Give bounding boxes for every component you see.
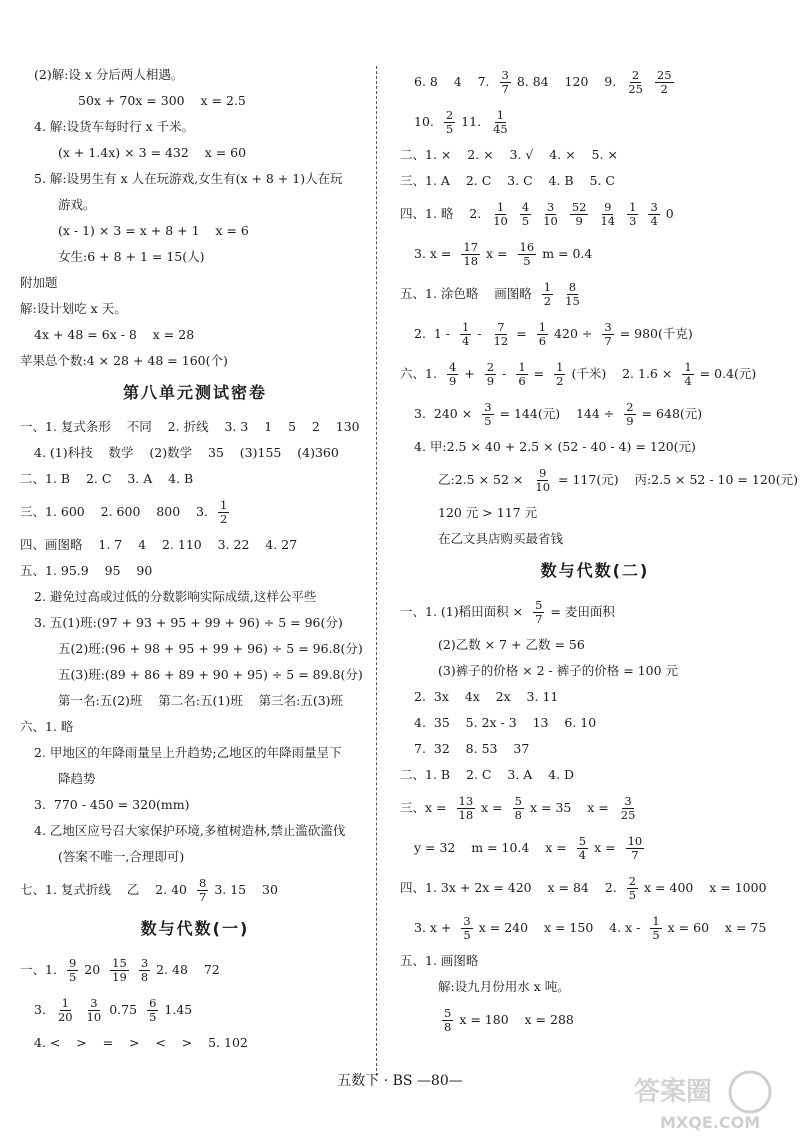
section-title: 第八单元测试密卷 (122, 383, 267, 402)
answer-text: = 648(元) (641, 406, 703, 422)
right-column (400, 62, 798, 1040)
answer-text: 4. < > = > < > 5. 102 (34, 1035, 248, 1051)
answer-text: 1.45 (164, 1002, 193, 1018)
fraction-denominator: 5 (628, 887, 637, 902)
fraction-denominator: 7 (631, 847, 639, 862)
answer-text: 4. 35 5. 2x - 3 13 6. 10 (414, 715, 597, 731)
answer-line (20, 766, 370, 792)
fraction (110, 957, 129, 982)
answer-text: 0.75 (109, 1002, 138, 1018)
answer-text: x = (594, 840, 616, 856)
answer-text: = 980(千克) (619, 326, 693, 342)
fraction-numerator: 1 (629, 200, 637, 215)
fraction-denominator: 10 (86, 1009, 102, 1024)
answer-line (400, 168, 790, 194)
fraction-numerator: 2 (486, 360, 495, 375)
fraction-denominator: 7 (199, 889, 207, 904)
answer-line (400, 658, 790, 684)
answer-text: 10. (414, 114, 434, 130)
watermark-url: MXQE.COM (660, 1113, 761, 1132)
answer-line (400, 274, 790, 314)
answer-text: 解:设九月份用水 x 吨。 (438, 979, 570, 995)
answer-line (20, 662, 370, 688)
watermark-logo (630, 1068, 780, 1134)
fraction-numerator: 4 (521, 200, 530, 215)
answer-text: 4. (1)科技 数学 (2)数学 35 (3)155 (4)360 (34, 445, 339, 461)
fraction-denominator: 4 (650, 213, 658, 228)
fraction-denominator: 5 (652, 927, 660, 942)
answer-line (20, 296, 370, 322)
answer-text: 7. 32 8. 53 37 (414, 741, 530, 757)
answer-text: 降趋势 (58, 771, 96, 787)
answer-line (400, 460, 798, 500)
fraction (537, 321, 548, 346)
answer-text: - (502, 366, 507, 382)
fraction-numerator: 16 (519, 240, 535, 255)
answer-line (400, 142, 790, 168)
page-footer: 五数下 · BS —80— (337, 1073, 463, 1089)
answer-line (400, 394, 790, 434)
fraction-numerator: 8 (568, 280, 577, 295)
answer-text: 五、1. 涂色略 画图略 (400, 286, 532, 302)
answer-line (20, 88, 370, 114)
answer-text: 在乙文具店购买最省钱 (438, 531, 564, 547)
fraction-numerator: 3 (604, 320, 612, 335)
answer-line (20, 466, 370, 492)
fraction-numerator: 5 (535, 598, 543, 613)
answer-text: 四、1. 3x + 2x = 420 x = 84 2. (400, 880, 617, 896)
answer-text: (2)乙数 × 7 + 乙数 = 56 (438, 637, 585, 653)
answer-text: m = 0.4 (542, 246, 593, 262)
fraction-numerator: 2 (628, 874, 637, 889)
answer-text: 2. 3x 4x 2x 3. 11 (414, 689, 559, 705)
answer-text: 二、1. B 2. C 3. A 4. D (400, 767, 575, 783)
fraction-denominator: 7 (501, 81, 509, 96)
fraction (533, 467, 552, 492)
answer-text: 五、1. 95.9 95 90 (20, 563, 153, 579)
answer-text: 2. 甲地区的年降雨量呈上升趋势;乙地区的年降雨量呈下 (34, 745, 342, 761)
answer-text: x = 180 x = 288 (459, 1012, 574, 1028)
answer-text: x = 400 x = 1000 (644, 880, 767, 896)
fraction-numerator: 25 (656, 68, 672, 83)
fraction-denominator: 5 (463, 927, 471, 942)
answer-line (20, 322, 370, 348)
answer-line (20, 62, 370, 88)
fraction (513, 795, 524, 820)
fraction (541, 201, 560, 226)
fraction-numerator: 15 (112, 956, 127, 971)
fraction-numerator: 3 (484, 400, 492, 415)
answer-text: (千米) 2. 1.6 × (571, 366, 673, 382)
answer-text: 4. 甲:2.5 × 40 + 2.5 × (52 - 40 - 4) = 120(元) (414, 439, 696, 455)
fraction (577, 835, 588, 860)
answer-line (400, 314, 790, 354)
answer-text: 乙:2.5 × 52 × (438, 472, 524, 488)
fraction-numerator: 1 (496, 200, 505, 215)
fraction (491, 201, 510, 226)
answer-text: 3. 15 30 (214, 882, 278, 898)
fraction-numerator: 9 (539, 466, 547, 481)
answer-text: 2. 48 72 (156, 962, 220, 978)
fraction (500, 69, 511, 94)
answer-line (400, 788, 790, 828)
fraction-denominator: 15 (565, 293, 580, 308)
answer-line (20, 532, 370, 558)
fraction-denominator: 5 (521, 213, 530, 228)
fraction-denominator: 9 (448, 373, 457, 388)
fraction-numerator: 1 (219, 498, 228, 513)
fraction-denominator: 5 (523, 253, 531, 268)
fraction (626, 835, 645, 860)
answer-text: - (477, 326, 482, 342)
fraction (218, 499, 229, 524)
answer-text: 解:设计划吃 x 天。 (20, 301, 127, 317)
answer-text: 2. 1 - (414, 326, 451, 342)
answer-text: 5. 解:设男生有 x 人在玩游戏,女生有(x + 8 + 1)人在玩 (34, 171, 343, 187)
fraction-denominator: 20 (57, 1009, 73, 1024)
section-title: 数与代数(二) (540, 561, 650, 580)
fraction (147, 997, 158, 1022)
fraction-denominator: 2 (556, 373, 564, 388)
answer-text: 六、1. (400, 366, 437, 382)
fraction-numerator: 2 (626, 400, 634, 415)
fraction-numerator: 17 (463, 240, 479, 255)
fraction-numerator: 1 (496, 108, 505, 123)
fraction-denominator: 4 (462, 333, 470, 348)
fraction (533, 599, 544, 624)
fraction-denominator: 9 (486, 373, 495, 388)
answer-text: 游戏。 (58, 197, 96, 213)
left-column (20, 62, 370, 1056)
answer-text: 五(2)班:(96 + 98 + 95 + 99 + 96) ÷ 5 = 96.8(分) (58, 641, 363, 657)
answer-line (20, 990, 370, 1030)
fraction-numerator: 3 (501, 68, 509, 83)
answer-line (400, 868, 790, 908)
fraction-denominator: 19 (112, 969, 127, 984)
fraction-numerator: 3 (546, 200, 555, 215)
answer-line (400, 736, 790, 762)
fraction (197, 877, 208, 902)
answer-line (400, 1000, 790, 1040)
answer-text: 三、1. 600 2. 600 800 3. (20, 504, 208, 520)
answer-line (20, 492, 370, 532)
answer-line (400, 762, 790, 788)
answer-text: 4. 解:设货车每时行 x 千米。 (34, 119, 195, 135)
fraction (598, 201, 617, 226)
fraction-denominator: 18 (458, 807, 474, 822)
fraction (627, 201, 638, 226)
fraction-denominator: 10 (535, 479, 551, 494)
answer-text: (3)裤子的价格 × 2 - 裤子的价格 = 100 元 (438, 663, 679, 679)
fraction-numerator: 3 (140, 956, 149, 971)
answer-text: x = (481, 800, 503, 816)
answer-text: (x - 1) × 3 = x + 8 + 1 x = 6 (58, 223, 249, 239)
fraction-denominator: 5 (445, 121, 454, 136)
answer-line (400, 632, 790, 658)
answer-text: 五(3)班:(89 + 86 + 89 + 90 + 95) ÷ 5 = 89.8(分) (58, 667, 363, 683)
fraction-denominator: 4 (684, 373, 692, 388)
fraction (516, 361, 527, 386)
fraction-numerator: 3 (650, 200, 658, 215)
column-divider (376, 66, 377, 1076)
answer-text: 二、1. B 2. C 3. A 4. B (20, 471, 194, 487)
fraction-numerator: 3 (624, 794, 632, 809)
answer-line (400, 828, 790, 868)
answer-text: 4. 乙地区应号召大家保护环境,多植树造林,禁止滥砍滥伐 (34, 823, 346, 839)
answer-text: 一、1. (20, 962, 57, 978)
answer-line (400, 948, 790, 974)
answer-line (400, 354, 790, 394)
fraction-numerator: 1 (543, 280, 552, 295)
fraction (461, 241, 480, 266)
answer-text: 女生:6 + 8 + 1 = 15(人) (58, 249, 205, 265)
fraction-denominator: 4 (578, 847, 587, 862)
answer-line (20, 440, 370, 466)
answer-line (20, 192, 370, 218)
fraction-denominator: 2 (219, 511, 228, 526)
answer-text: 420 ÷ (554, 326, 593, 342)
answer-line (20, 218, 370, 244)
answer-line (20, 610, 370, 636)
answer-text: 120 元 > 117 元 (438, 505, 538, 521)
fraction-numerator: 7 (497, 320, 505, 335)
fraction-denominator: 45 (493, 121, 508, 136)
fraction (619, 795, 638, 820)
fraction (655, 69, 674, 94)
answer-text: = 0.4(元) (699, 366, 757, 382)
answer-text: 六、1. 略 (20, 719, 74, 735)
answer-line (400, 710, 790, 736)
fraction-denominator: 2 (543, 293, 552, 308)
answer-line (20, 950, 370, 990)
answer-text: x = 35 x = (529, 800, 609, 816)
answer-text: 3. x = (414, 246, 452, 262)
fraction-numerator: 52 (571, 200, 587, 215)
fraction (554, 361, 565, 386)
fraction-numerator: 9 (68, 956, 77, 971)
fraction-numerator: 3 (463, 914, 471, 929)
fraction-numerator: 8 (199, 876, 207, 891)
answer-text: x = 240 x = 150 4. x - (478, 920, 641, 936)
answer-text: 3. 240 × (414, 406, 473, 422)
fraction-denominator: 8 (444, 1019, 452, 1034)
answer-text: 3. x + (414, 920, 452, 936)
answer-text: = 144(元) 144 ÷ (499, 406, 615, 422)
fraction (444, 109, 455, 134)
fraction (542, 281, 553, 306)
answer-text: y = 32 m = 10.4 x = (414, 840, 567, 856)
answer-line (20, 740, 370, 766)
fraction-denominator: 8 (514, 807, 522, 822)
fraction (624, 401, 635, 426)
fraction (520, 201, 531, 226)
answer-line (20, 792, 370, 818)
fraction (626, 69, 645, 94)
answer-line (400, 194, 790, 234)
fraction-denominator: 10 (543, 213, 558, 228)
answer-line (20, 688, 370, 714)
answer-text: 0 (665, 206, 674, 222)
answer-text: 附加题 (20, 275, 58, 291)
answer-line (20, 870, 370, 910)
fraction-numerator: 9 (604, 200, 612, 215)
answer-text: 一、1. (1)稻田面积 × (400, 604, 524, 620)
fraction (602, 321, 613, 346)
answer-line (20, 714, 370, 740)
answer-text: + (464, 366, 475, 382)
watermark-brand: 答案圈 (634, 1077, 713, 1107)
fraction (85, 997, 104, 1022)
answer-line (20, 270, 370, 296)
fraction (491, 109, 510, 134)
fraction-denominator: 2 (660, 81, 668, 96)
fraction (682, 361, 693, 386)
fraction (485, 361, 496, 386)
fraction-denominator: 14 (600, 213, 616, 228)
fraction (67, 957, 78, 982)
answer-text: 第一名:五(2)班 第二名:五(1)班 第三名:五(3)班 (58, 693, 344, 709)
answer-text: 4x + 48 = 6x - 8 x = 28 (34, 327, 195, 343)
fraction-numerator: 13 (458, 794, 474, 809)
answer-line (20, 414, 370, 440)
fraction-numerator: 3 (90, 996, 98, 1011)
answer-text: 20 (84, 962, 101, 978)
fraction (461, 915, 472, 940)
fraction (518, 241, 537, 266)
answer-text: 一、1. 复式条形 不同 2. 折线 3. 3 1 5 2 130 (20, 419, 360, 435)
fraction (482, 401, 493, 426)
fraction-numerator: 1 (462, 320, 470, 335)
answer-text: (x + 1.4x) × 3 = 432 x = 60 (58, 145, 247, 161)
answer-line (400, 434, 790, 460)
answer-line (400, 234, 790, 274)
fraction-denominator: 6 (538, 333, 547, 348)
answer-line (20, 1030, 370, 1056)
fraction-denominator: 8 (140, 969, 149, 984)
answer-line (20, 244, 370, 270)
answer-text: 苹果总个数:4 × 28 + 48 = 160(个) (20, 353, 228, 369)
answer-text: 8. 84 120 9. (516, 74, 617, 90)
fraction (457, 795, 476, 820)
fraction-denominator: 25 (620, 807, 636, 822)
answer-text: 3. (34, 1002, 46, 1018)
fraction-numerator: 6 (149, 996, 157, 1011)
answer-text: x = 60 x = 75 (667, 920, 767, 936)
answer-line (20, 166, 370, 192)
answer-line (400, 908, 790, 948)
answer-line (20, 348, 370, 374)
fraction-denominator: 12 (493, 333, 509, 348)
fraction-denominator: 7 (535, 611, 543, 626)
fraction-denominator: 10 (493, 213, 508, 228)
fraction (139, 957, 150, 982)
answer-line (400, 974, 790, 1000)
fraction (650, 915, 661, 940)
fraction-denominator: 9 (626, 413, 634, 428)
answer-text: = (516, 326, 527, 342)
fraction (570, 201, 589, 226)
fraction-numerator: 1 (556, 360, 564, 375)
fraction (492, 321, 511, 346)
answer-text: = 麦田面积 (550, 604, 615, 620)
answer-line (400, 684, 790, 710)
answer-text: = 117(元) 丙:2.5 × 52 - 10 = 120(元) (558, 472, 798, 488)
answer-line (400, 592, 790, 632)
answer-line (20, 844, 370, 870)
answer-text: 七、1. 复式折线 乙 2. 40 (20, 882, 187, 898)
fraction-numerator: 5 (578, 834, 587, 849)
fraction (442, 1007, 453, 1032)
fraction-denominator: 5 (149, 1009, 157, 1024)
answer-line (400, 500, 790, 526)
fraction-numerator: 5 (514, 794, 522, 809)
answer-line (400, 102, 790, 142)
fraction-numerator: 1 (518, 360, 526, 375)
fraction-denominator: 9 (575, 213, 583, 228)
fraction-numerator: 1 (652, 914, 660, 929)
answer-text: 四、1. 略 2. (400, 206, 482, 222)
answer-line (20, 114, 370, 140)
answer-line (20, 558, 370, 584)
fraction (447, 361, 458, 386)
answer-text: 3. 770 - 450 = 320(mm) (34, 797, 190, 813)
fraction-numerator: 5 (444, 1006, 452, 1021)
answer-line (20, 636, 370, 662)
fraction-denominator: 25 (628, 81, 643, 96)
fraction-denominator: 18 (463, 253, 479, 268)
fraction (56, 997, 75, 1022)
section-title: 数与代数(一) (140, 919, 250, 938)
fraction (627, 875, 638, 900)
answer-text: = (533, 366, 545, 382)
answer-text: x = (486, 246, 508, 262)
answer-line (20, 584, 370, 610)
answer-line (400, 526, 790, 552)
fraction-numerator: 4 (448, 360, 457, 375)
answer-text: 6. 8 4 7. (414, 74, 490, 90)
answer-text: 50x + 70x = 300 x = 2.5 (78, 93, 246, 109)
answer-text: 二、1. × 2. × 3. √ 4. × 5. × (400, 147, 618, 163)
fraction-numerator: 2 (631, 68, 640, 83)
answer-text: 3. 五(1)班:(97 + 93 + 95 + 99 + 96) ÷ 5 = 96(分) (34, 615, 343, 631)
fraction-numerator: 1 (538, 320, 547, 335)
fraction-numerator: 1 (61, 996, 69, 1011)
fraction (563, 281, 582, 306)
fraction (648, 201, 659, 226)
fraction (460, 321, 471, 346)
fraction-numerator: 2 (445, 108, 454, 123)
fraction-denominator: 5 (484, 413, 492, 428)
fraction-denominator: 3 (629, 213, 637, 228)
answer-line (400, 62, 790, 102)
fraction-denominator: 7 (604, 333, 612, 348)
answer-text: 三、1. A 2. C 3. C 4. B 5. C (400, 173, 615, 189)
answer-text: 2. 避免过高或过低的分数影响实际成绩,这样公平些 (34, 589, 317, 605)
fraction-denominator: 5 (68, 969, 77, 984)
answer-text: (答案不唯一,合理即可) (58, 849, 185, 865)
answer-text: (2)解:设 x 分后两人相遇。 (34, 67, 184, 83)
answer-line (20, 818, 370, 844)
fraction-numerator: 1 (684, 360, 692, 375)
fraction-numerator: 10 (627, 834, 643, 849)
answer-text: 三、x = (400, 800, 447, 816)
fraction-denominator: 6 (518, 373, 526, 388)
answer-text: 11. (461, 114, 482, 130)
answer-text: 四、画图略 1. 7 4 2. 110 3. 22 4. 27 (20, 537, 298, 553)
answer-line (20, 140, 370, 166)
answer-text: 五、1. 画图略 (400, 953, 479, 969)
